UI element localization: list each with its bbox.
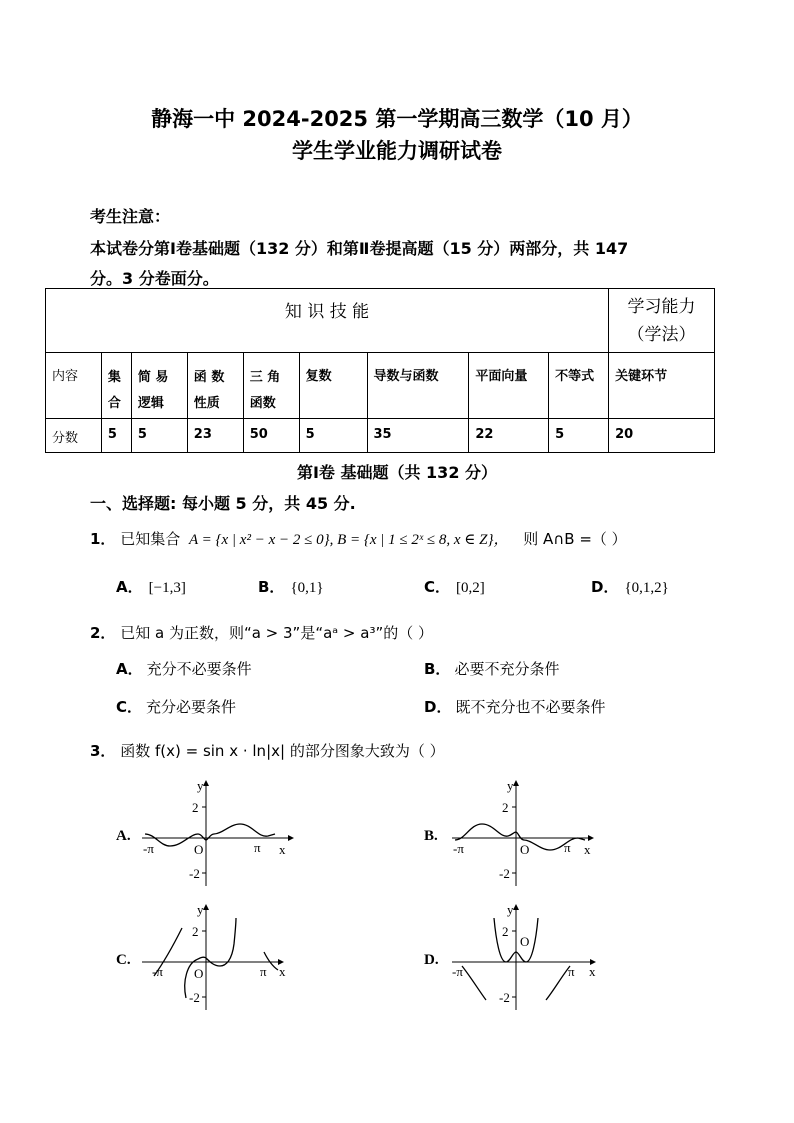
table-cell: 23 xyxy=(187,419,243,453)
question-stem: 函数 f(x) = sin x · ln|x| 的部分图象大致为（ ） xyxy=(120,742,445,760)
question-number: 2． xyxy=(90,624,116,642)
table-cell: 集 合 xyxy=(101,353,131,419)
label-neg-pi: -π xyxy=(452,964,463,979)
score-table xyxy=(45,288,715,453)
page-title: 静海一中 2024-2025 第一学期高三数学（10 月） xyxy=(151,107,643,131)
curve-left xyxy=(462,966,486,1000)
y-axis-arrow xyxy=(513,904,519,910)
q3-option-a[interactable]: A. xyxy=(116,828,131,844)
table-row-label: 分数 xyxy=(46,419,102,453)
q1-option-b[interactable]: B． {0,1} xyxy=(258,578,324,596)
question-ask: 则 A∩B =（ ） xyxy=(523,530,627,548)
table-cell: 函 数 性质 xyxy=(187,353,243,419)
q1-option-c[interactable]: C． [0,2] xyxy=(424,578,485,596)
label-pi: π xyxy=(260,964,267,979)
x-axis-arrow xyxy=(588,835,594,841)
table-group-ability-line-2: （学法） xyxy=(627,325,696,345)
q2-option-d[interactable]: D． 既不充分也不必要条件 xyxy=(424,698,606,716)
label-pi: π xyxy=(254,840,261,855)
question-stem: 已知 a 为正数，则“a > 3”是“aᵃ > a³”的（ ） xyxy=(120,624,434,642)
table-cell: 20 xyxy=(609,419,715,453)
label-ytop: 2 xyxy=(502,800,509,815)
label-origin: O xyxy=(520,934,530,949)
graph-a xyxy=(140,776,300,891)
label-ytop: 2 xyxy=(192,924,199,939)
q3-option-b[interactable]: B. xyxy=(424,828,438,844)
label-y: y xyxy=(197,778,204,793)
table-group-ability xyxy=(609,289,715,353)
graph-c xyxy=(140,900,300,1015)
table-cell: 5 xyxy=(549,419,609,453)
question-stem: 已知集合 xyxy=(120,530,181,548)
graph-b xyxy=(450,776,610,891)
label-neg-pi: -π xyxy=(143,841,154,856)
label-ybot: -2 xyxy=(189,990,200,1005)
table-group-main: 知 识 技 能 xyxy=(46,289,609,353)
label-ybot: -2 xyxy=(189,866,200,881)
label-pi: π xyxy=(568,964,575,979)
question-1 xyxy=(90,528,627,549)
notice-line-2: 分。3 分卷面分。 xyxy=(90,269,219,288)
q1-option-a[interactable]: A． [−1,3] xyxy=(116,578,186,596)
table-row-content xyxy=(46,353,715,419)
y-axis-arrow xyxy=(513,780,519,786)
section-title: 第Ⅰ卷 基础题（共 132 分） xyxy=(296,463,498,482)
q2-option-c[interactable]: C． 充分必要条件 xyxy=(116,698,237,716)
label-origin: O xyxy=(520,842,530,857)
table-cell: 不等式 xyxy=(549,353,609,419)
label-y: y xyxy=(507,778,514,793)
table-cell: 平面向量 xyxy=(469,353,549,419)
notice-line-1: 本试卷分第Ⅰ卷基础题（132 分）和第Ⅱ卷提高题（15 分）两部分，共 147 xyxy=(90,239,629,258)
table-row-label: 内容 xyxy=(46,353,102,419)
y-axis-arrow xyxy=(203,904,209,910)
table-cell: 5 xyxy=(299,419,367,453)
table-cell: 复数 xyxy=(299,353,367,419)
page-subtitle: 学生学业能力调研试卷 xyxy=(292,139,502,163)
label-pi: π xyxy=(564,840,571,855)
question-formula: A = {x | x² − x − 2 ≤ 0}, B = {x | 1 ≤ 2ˣ ≤ 8, x ∈ Z}， xyxy=(189,532,509,548)
q2-option-a[interactable]: A． 充分不必要条件 xyxy=(116,660,252,678)
label-ytop: 2 xyxy=(192,800,199,815)
graph-d xyxy=(450,900,610,1015)
notice-heading: 考生注意： xyxy=(90,207,171,226)
table-row-score xyxy=(46,419,715,453)
q3-option-c[interactable]: C. xyxy=(116,952,131,968)
label-x: x xyxy=(279,964,286,979)
label-x: x xyxy=(584,842,591,857)
section-part-1: 一、选择题: 每小题 5 分，共 45 分. xyxy=(90,494,356,513)
question-2 xyxy=(90,622,433,643)
q2-option-b[interactable]: B． 必要不充分条件 xyxy=(424,660,560,678)
label-origin: O xyxy=(194,966,204,981)
q3-option-d[interactable]: D. xyxy=(424,952,439,968)
label-ybot: -2 xyxy=(499,866,510,881)
table-cell: 22 xyxy=(469,419,549,453)
question-number: 3． xyxy=(90,742,116,760)
table-cell: 导数与函数 xyxy=(367,353,469,419)
table-cell: 50 xyxy=(243,419,299,453)
table-cell: 简 易 逻辑 xyxy=(131,353,187,419)
q1-option-d[interactable]: D． {0,1,2} xyxy=(591,578,669,596)
label-x: x xyxy=(589,964,596,979)
curve-right xyxy=(546,966,570,1000)
table-cell: 三 角 函数 xyxy=(243,353,299,419)
table-cell: 关键环节 xyxy=(609,353,715,419)
table-cell: 35 xyxy=(367,419,469,453)
table-group-ability-line-1: 学习能力 xyxy=(627,297,696,317)
question-3 xyxy=(90,740,445,761)
y-axis-arrow xyxy=(203,780,209,786)
table-cell: 5 xyxy=(101,419,131,453)
label-neg-pi: -π xyxy=(453,841,464,856)
label-x: x xyxy=(279,842,286,857)
table-cell: 5 xyxy=(131,419,187,453)
label-neg-pi: -π xyxy=(152,964,163,979)
label-ybot: -2 xyxy=(499,990,510,1005)
label-origin: O xyxy=(194,842,204,857)
label-y: y xyxy=(197,902,204,917)
label-ytop: 2 xyxy=(502,924,509,939)
question-number: 1． xyxy=(90,530,116,548)
x-axis-arrow xyxy=(288,835,294,841)
label-y: y xyxy=(507,902,514,917)
